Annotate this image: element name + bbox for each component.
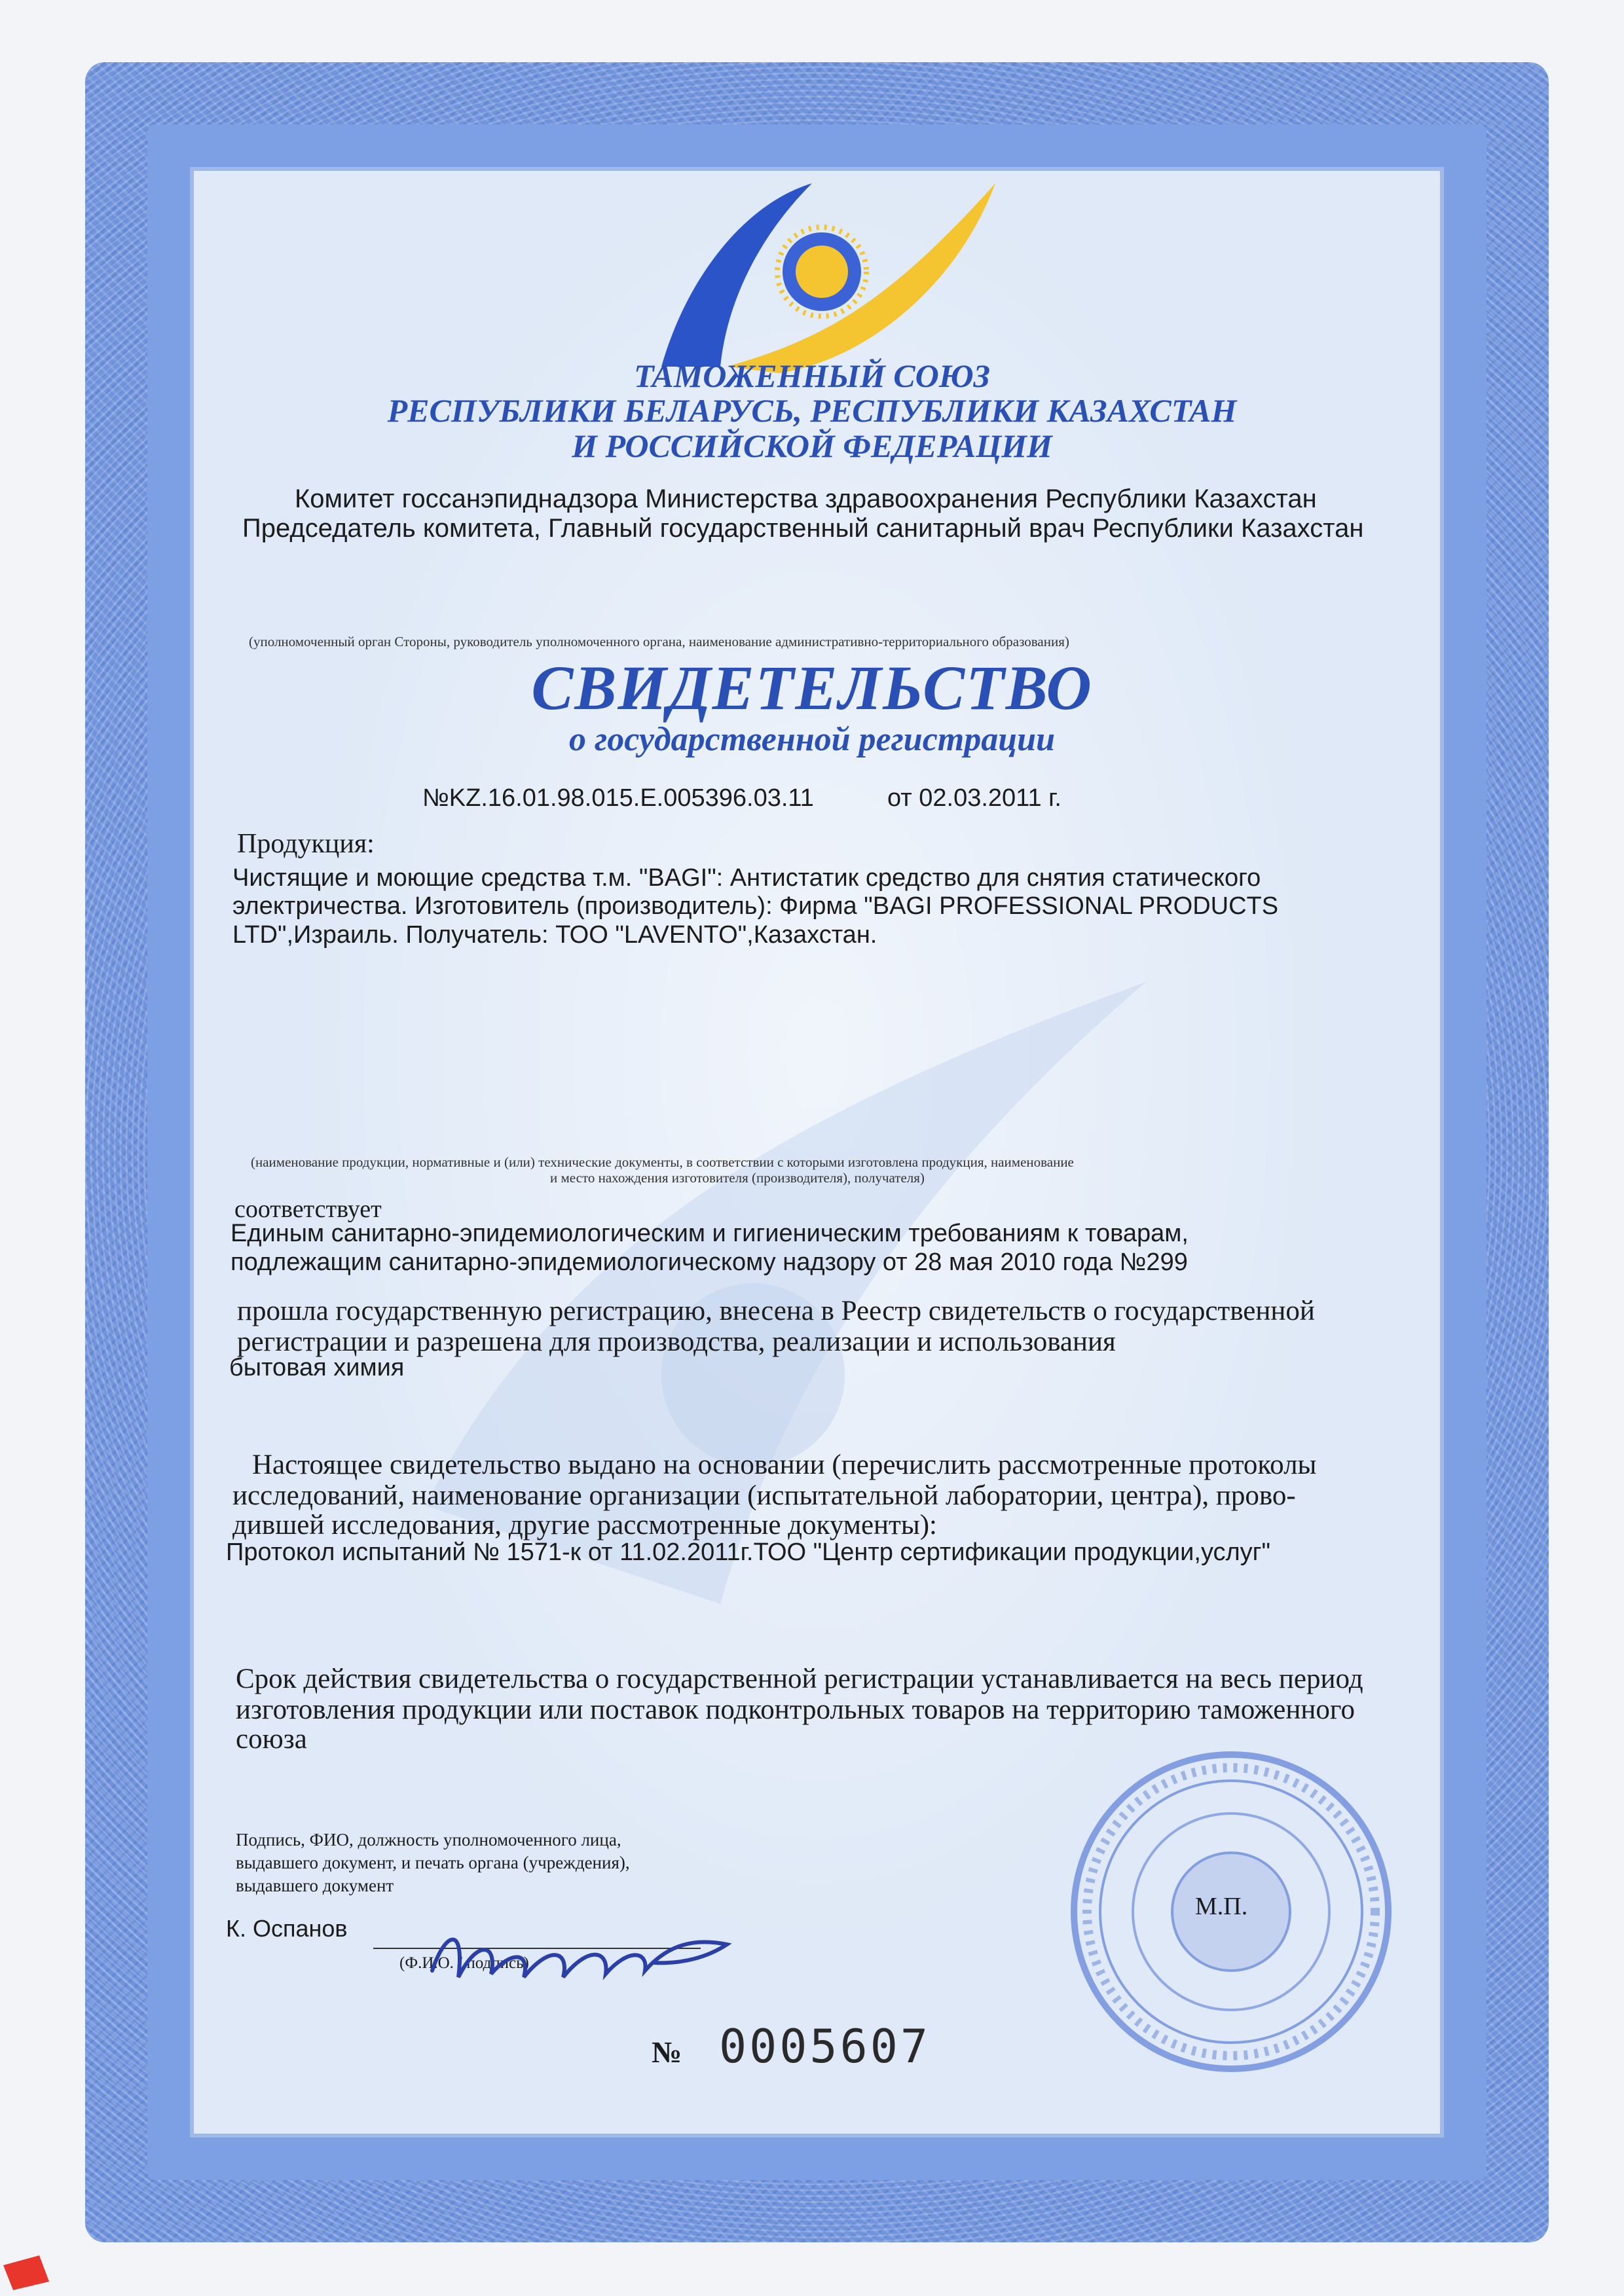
basis-line3: дившей исследования, другие рассмотренные документы): <box>232 1510 938 1540</box>
product-line3: LTD",Израиль. Получатель: ТОО "LAVENTO",Казахстан. <box>232 921 877 949</box>
conformity-label: соответствует <box>234 1195 382 1223</box>
authority-line2: Председатель комитета, Главный государственный санитарный врач Республики Казахстан <box>242 514 1364 543</box>
registration-line2: регистрации и разрешена для производства, реализации и использования <box>237 1326 1116 1357</box>
certificate-number: №KZ.16.01.98.015.E.005396.03.11 <box>422 784 814 812</box>
certificate-subtitle: о государственной регистрации <box>569 721 1055 758</box>
basis-line1: Настоящее свидетельство выдано на основании (перечислить рассмотренные протоколы <box>252 1449 1317 1480</box>
signatory-name: К. Оспанов <box>226 1915 348 1942</box>
product-caption1: (наименование продукции, нормативные и (или) технические документы, в соответствии с которыми изготовлена продукция, наименование <box>251 1154 1074 1170</box>
customs-union-logo <box>648 177 1002 373</box>
authority-line1: Комитет госсанэпиднадзора Министерства здравоохранения Республики Казахстан <box>295 484 1317 513</box>
conformity-line1: Единым санитарно-эпидемиологическим и гигиеническим требованиям к товарам, <box>231 1220 1189 1247</box>
product-line1: Чистящие и моющие средства т.м. "BAGI": Антистатик средство для снятия статического <box>232 864 1261 892</box>
serial-number: 0005607 <box>719 2020 931 2073</box>
validity-line1: Срок действия свидетельства о государственной регистрации устанавливается на весь период <box>236 1664 1363 1694</box>
corner-sticker-icon <box>0 2252 52 2291</box>
basis-protocol: Протокол испытаний № 1571-к от 11.02.2011г.ТОО "Центр сертификации продукции,услуг" <box>226 1539 1271 1566</box>
signature-caption-line3: выдавшего документ <box>236 1876 394 1895</box>
registration-usage: бытовая химия <box>229 1354 405 1381</box>
product-label: Продукция: <box>237 829 375 859</box>
union-title-line2: РЕСПУБЛИКИ БЕЛАРУСЬ, РЕСПУБЛИКИ КАЗАХСТАН <box>387 392 1237 429</box>
validity-line3: союза <box>236 1724 307 1755</box>
signature-fio-caption: (Ф.И.О. / подпись) <box>399 1954 529 1972</box>
seal-label: М.П. <box>1195 1893 1248 1920</box>
serial-prefix: № <box>652 2035 682 2069</box>
certificate-title: СВИДЕТЕЛЬСТВО <box>531 653 1093 723</box>
signature-caption-line1: Подпись, ФИО, должность уполномоченного лица, <box>236 1830 621 1850</box>
union-title-line3: И РОССИЙСКОЙ ФЕДЕРАЦИИ <box>572 428 1052 464</box>
signature-caption-line2: выдавшего документ, и печать органа (учреждения), <box>236 1853 630 1872</box>
certificate-date: от 02.03.2011 г. <box>887 784 1061 812</box>
union-title-line1: ТАМОЖЕННЫЙ СОЮЗ <box>634 357 990 394</box>
conformity-line2: подлежащим санитарно-эпидемиологическому надзору от 28 мая 2010 года №299 <box>231 1248 1188 1276</box>
product-caption2: и место нахождения изготовителя (производителя), получателя) <box>550 1170 925 1186</box>
validity-line2: изготовления продукции или поставок подконтрольных товаров на территорию таможенного <box>236 1694 1355 1725</box>
product-line2: электричества. Изготовитель (производитель): Фирма "BAGI PROFESSIONAL PRODUCTS <box>232 892 1279 920</box>
authority-caption: (уполномоченный орган Стороны, руководитель уполномоченного органа, наименование административно-территориального образования) <box>249 634 1069 649</box>
basis-line2: исследований, наименование организации (испытательной лаборатории, центра), прово- <box>232 1480 1296 1511</box>
handwritten-signature <box>419 1918 760 1997</box>
registration-line1: прошла государственную регистрацию, внесена в Реестр свидетельств о государственной <box>237 1296 1315 1326</box>
